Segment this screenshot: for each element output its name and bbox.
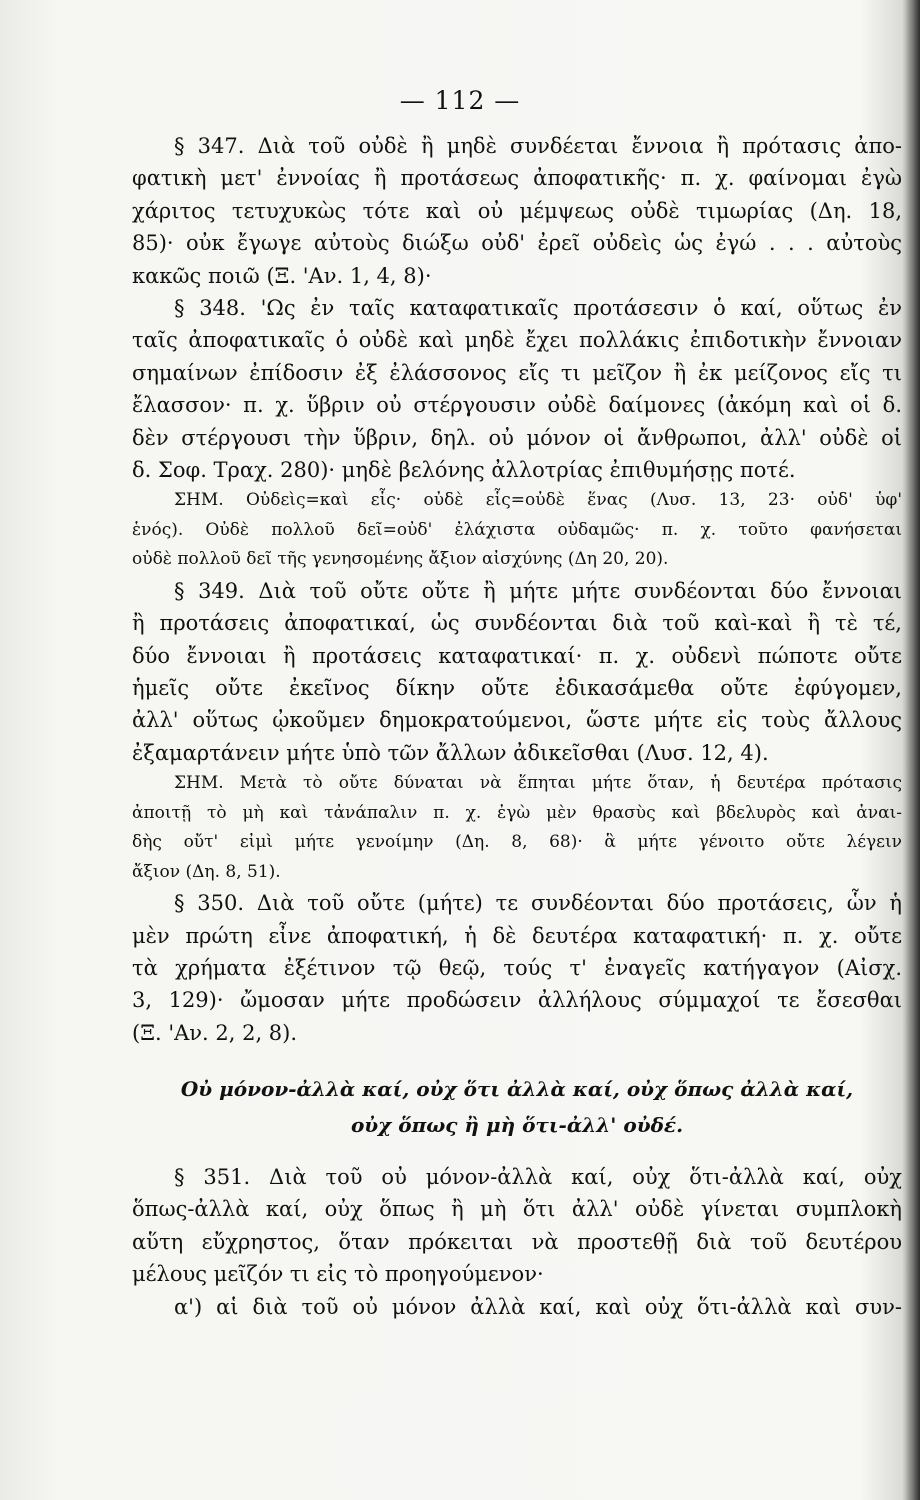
page-number: — 112 — [399, 86, 521, 115]
body-text [132, 130, 902, 1323]
text-line: κακῶς ποιῶ (Ξ. 'Αν. 1, 4, 8)· [132, 263, 432, 288]
text-line: § 347. Διὰ τοῦ οὐδὲ ἢ μηδὲ συνδέεται ἔννοια ἢ πρότασις ἀπο- [174, 134, 902, 158]
text-line: μέλους μεῖζόν τι εἰς τὸ προηγούμενον· [132, 1262, 544, 1287]
text-line: τὰ χρήματα ἐξέτινον τῷ θεῷ, τούς τ' ἐναγεῖς κατήγαγον (Αἰσχ. [132, 955, 902, 980]
paragraph-block [132, 130, 902, 1049]
text-line: δὲν στέργουσι τὴν ὕβριν, δηλ. οὐ μόνον οἱ ἄνθρωποι, ἀλλ' οὐδὲ οἱ [132, 425, 902, 450]
text-line: δύο ἔννοιαι ἢ προτάσεις καταφατικαί· π. χ. οὐδενὶ πώποτε οὔτε [132, 643, 902, 668]
text-line: α') αἱ διὰ τοῦ οὐ μόνον ἀλλὰ καί, καὶ οὐχ ὅτι-ἀλλὰ καὶ συν- [174, 1294, 902, 1319]
page-edge-shadow [902, 0, 920, 1500]
text-line: ἡμεῖς οὔτε ἐκεῖνος δίκην οὔτε ἐδικασάμεθα οὔτε ἐφύγομεν, [132, 675, 902, 700]
text-line: μὲν πρώτη εἶνε ἀποφατική, ἡ δὲ δευτέρα καταφατική· π. χ. οὔτε [132, 923, 902, 948]
text-line: ἀλλ' οὕτως ᾠκοῦμεν δημοκρατούμενοι, ὥστε μήτε εἰς τοὺς ἄλλους [132, 708, 902, 733]
text-line: § 349. Διὰ τοῦ οὔτε οὔτε ἢ μήτε μήτε συνδέονται δύο ἔννοιαι [174, 578, 902, 603]
text-line: § 350. Διὰ τοῦ οὔτε (μήτε) τε συνδέονται δύο προτάσεις, ὧν ἡ [174, 891, 902, 916]
text-line: § 348. 'Ως ἐν ταῖς καταφατικαῖς προτάσεσιν ὁ καί, οὕτως ἐν [174, 295, 902, 320]
text-line: ΣΗΜ. Μετὰ τὸ οὔτε δύναται νὰ ἕπηται μήτε ὅταν, ἡ δευτέρα πρότασις [174, 773, 902, 794]
text-line: ὅπως-ἀλλὰ καί, οὐχ ὅπως ἢ μὴ ὅτι ἀλλ' οὐδὲ γίνεται συμπλοκὴ [132, 1197, 902, 1222]
text-line: φατικὴ μετ' ἐννοίας ἢ προτάσεως ἀποφατικῆς· π. χ. φαίνομαι ἐγὼ [132, 166, 902, 191]
text-line: (Ξ. 'Αν. 2, 2, 8). [132, 1020, 298, 1045]
spacer [132, 1049, 902, 1071]
text-line: αὕτη εὔχρηστος, ὅταν πρόκειται νὰ προστεθῇ διὰ τοῦ δευτέρου [132, 1229, 902, 1254]
section-heading-line-1: Οὐ μόνον-ἀλλὰ καί, οὐχ ὅτι ἀλλὰ καί, οὐχ ὅπως ἀλλὰ καί, [180, 1077, 854, 1102]
paragraph-block [132, 1161, 902, 1323]
text-line: ἐξαμαρτάνειν μήτε ὑπὸ τῶν ἄλλων ἀδικεῖσθαι (Λυσ. 12, 4). [132, 740, 769, 765]
text-line: ἢ προτάσεις ἀποφατικαί, ὡς συνδέονται διὰ τοῦ καὶ-καὶ ἢ τὲ τέ, [132, 611, 902, 636]
section-heading-line-2: οὐχ ὅπως ἢ μὴ ὅτι-ἀλλ' οὐδέ. [350, 1113, 684, 1138]
text-line: ἀποιτῇ τὸ μὴ καὶ τἀνάπαλιν π. χ. ἐγὼ μὲν θρασὺς καὶ βδελυρὸς καὶ ἀναι- [132, 802, 902, 823]
text-line: χάριτος τετυχυκὼς τότε καὶ οὐ μέμψεως οὐδὲ τιμωρίας (Δη. 18, [132, 198, 902, 223]
text-line: ἔλασσον· π. χ. ὕβριν οὐ στέργουσιν οὐδὲ δαίμονες (ἀκόμη καὶ οἱ δ. [132, 393, 902, 418]
spacer [132, 1143, 902, 1161]
text-line: § 351. Διὰ τοῦ οὐ μόνον-ἀλλὰ καί, οὐχ ὅτι-ἀλλὰ καί, οὐχ [174, 1165, 902, 1190]
text-line: ἄξιον (Δη. 8, 51). [132, 861, 281, 882]
text-line: σημαίνων ἐπίδοσιν ἐξ ἐλάσσονος εἴς τι μεῖζον ἢ ἐκ μείζονος εἴς τι [132, 360, 902, 385]
text-line: 85)· οὐκ ἔγωγε αὐτοὺς διώξω οὐδ' ἐρεῖ οὐδεὶς ὡς ἐγώ . . . αὐτοὺς [132, 231, 902, 256]
text-line: ἑνός). Οὐδὲ πολλοῦ δεῖ=οὐδ' ἐλάχιστα οὐδαμῶς· π. χ. τοῦτο φανήσεται [132, 519, 902, 540]
text-line: οὐδὲ πολλοῦ δεῖ τῆς γενησομένης ἄξιον αἰσχύνης (Δη 20, 20). [132, 549, 669, 570]
text-line: ταῖς ἀποφατικαῖς ὁ οὐδὲ καὶ μηδὲ ἔχει πολλάκις ἐπιδοτικὴν ἔννοιαν [132, 328, 902, 353]
text-line: δὴς οὔτ' εἰμὶ μήτε γενοίμην (Δη. 8, 68)· ἃ μήτε γένοιτο οὔτε λέγειν [132, 832, 902, 853]
text-line: δ. Σοφ. Τραχ. 280)· μηδὲ βελόνης ἀλλοτρίας ἐπιθυμήσῃς ποτέ. [132, 457, 796, 482]
text-line: ΣΗΜ. Οὐδεὶς=καὶ εἷς· οὐδὲ εἷς=οὐδὲ ἕνας (Λυσ. 13, 23· οὐδ' ὑφ' [174, 490, 902, 511]
text-line: 3, 129)· ὤμοσαν μήτε προδώσειν ἀλλήλους σύμμαχοί τε ἔσεσθαι [132, 988, 902, 1013]
